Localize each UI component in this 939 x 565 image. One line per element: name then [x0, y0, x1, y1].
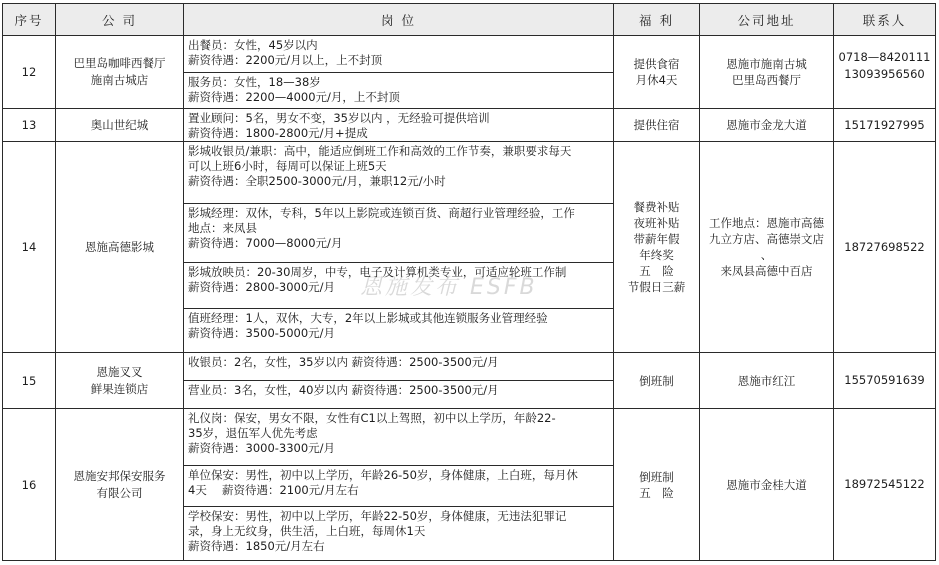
company-name-line: 恩施安邦保安服务	[73, 468, 166, 483]
address-cell	[700, 409, 834, 561]
company-name	[56, 142, 184, 353]
welfare-cell	[614, 109, 700, 142]
position-line: 礼仪岗：保安，男女不限，女性有C1以上驾照，初中以上学历，年龄22-	[188, 411, 556, 425]
position-line: 薪资待遇：3500-5000元/月	[188, 326, 336, 340]
position-line: 置业顾问：5名，男女不变，35岁以内 ，无经验可提供培训	[188, 111, 490, 125]
welfare-line: 五 险	[639, 264, 674, 278]
address-line: 恩施市红江	[737, 373, 796, 388]
position-line: 薪资待遇：2200元/月以上，上不封顶	[188, 53, 383, 67]
address-line: 来凤县高德中百店	[720, 264, 813, 278]
position-line: 薪资待遇：3000-3300元/月	[188, 441, 336, 455]
contact-cell	[834, 353, 936, 409]
position-line: 影城收银员/兼职：高中，能适应倒班工作和高效的工作节奏，兼职要求每天	[188, 144, 572, 158]
address-cell	[700, 142, 834, 353]
row-index: 12	[3, 36, 56, 109]
address-line: 恩施市施南古城	[726, 57, 807, 71]
address-cell	[700, 353, 834, 409]
position-line: 薪资待遇：1800-2800元/月+提成	[188, 126, 368, 140]
contact-line: 15171927995	[844, 117, 925, 132]
company-name-line: 有限公司	[96, 485, 143, 500]
position-line: 地点：来凤县	[188, 221, 257, 235]
position-line: 薪资待遇：2800-3000元/月	[188, 280, 336, 294]
position-entry	[184, 109, 613, 141]
contact-line: 0718—8420111	[838, 50, 931, 64]
position-entry	[184, 72, 613, 108]
position-line: 可以上班6小时，每周可以保证上班5天	[188, 159, 387, 173]
address-line: 九立方店、高德崇文店	[709, 232, 824, 246]
table-row	[3, 109, 936, 142]
position-line: 值班经理：1人，双休，大专，2年以上影城或其他连锁服务业管理经验	[188, 311, 548, 325]
position-entry	[184, 380, 613, 408]
address-line: 恩施市金桂大道	[726, 477, 807, 492]
row-index: 15	[3, 353, 56, 409]
table-row	[3, 353, 936, 409]
position-line: 影城放映员：20-30周岁，中专，电子及计算机类专业，可适应轮班工作制	[188, 265, 567, 279]
position-line: 单位保安：男性，初中以上学历，年龄26-50岁，身体健康，上白班，每月休	[188, 468, 578, 482]
position-line: 薪资待遇：7000—8000元/月	[188, 236, 343, 250]
welfare-line: 年终奖	[639, 248, 674, 262]
position-entry	[184, 262, 613, 308]
header-position: 岗 位	[184, 4, 614, 36]
position-line: 服务员：女性，18—38岁	[188, 75, 321, 89]
positions-cell	[184, 109, 614, 142]
position-line: 薪资待遇：1850元/月左右	[188, 539, 325, 553]
position-line: 影城经理：双休，专科，5年以上影院或连锁百货、商超行业管理经验，工作	[188, 206, 575, 220]
position-line: 4天 薪资待遇：2100元/月左右	[188, 483, 359, 497]
header-welfare: 福 利	[614, 4, 700, 36]
position-entry	[184, 353, 613, 380]
position-line: 营业员：3名，女性，40岁以内 薪资待遇：2500-3500元/月	[188, 383, 499, 397]
company-name	[56, 409, 184, 561]
company-name-line: 施南古城店	[90, 73, 149, 87]
position-line: 收银员：2名，女性，35岁以内 薪资待遇：2500-3500元/月	[188, 355, 499, 369]
position-entry	[184, 506, 613, 560]
position-line: 薪资待遇：全职2500-3000元/月，兼职12元/小时	[188, 174, 446, 188]
positions-cell	[184, 353, 614, 409]
address-cell	[700, 36, 834, 109]
company-name-line: 恩施高德影城	[85, 239, 154, 254]
address-cell	[700, 109, 834, 142]
position-line: 35岁，退伍军人优先考虑	[188, 426, 318, 440]
position-line: 学校保安：男性，初中以上学历，年龄22-50岁，身体健康，无违法犯罪记	[188, 509, 567, 523]
position-entry	[184, 409, 613, 465]
table-header-row	[3, 4, 936, 36]
contact-cell	[834, 109, 936, 142]
position-entry	[184, 142, 613, 203]
header-address: 公司地址	[700, 4, 834, 36]
company-name-line: 恩施叉叉	[96, 364, 143, 379]
row-index: 14	[3, 142, 56, 353]
position-line: 出餐员：女性，45岁以内	[188, 38, 318, 52]
company-name	[56, 36, 184, 109]
header-company: 公 司	[56, 4, 184, 36]
welfare-cell	[614, 409, 700, 561]
position-entry	[184, 36, 613, 72]
row-index: 13	[3, 109, 56, 142]
table-row	[3, 409, 936, 561]
welfare-line: 餐费补贴	[633, 200, 680, 214]
welfare-cell	[614, 353, 700, 409]
address-line: 、	[760, 248, 773, 262]
positions-cell	[184, 36, 614, 109]
company-name-line: 奥山世纪城	[90, 117, 149, 132]
welfare-line: 提供食宿	[633, 57, 680, 71]
welfare-line: 节假日三薪	[627, 280, 686, 294]
contact-cell	[834, 142, 936, 353]
position-line: 薪资待遇：2200—4000元/月，上不封顶	[188, 90, 400, 104]
welfare-line: 夜班补贴	[633, 216, 680, 230]
welfare-line: 提供住宿	[633, 118, 680, 132]
positions-cell	[184, 142, 614, 353]
positions-cell	[184, 409, 614, 561]
welfare-line: 五 险	[639, 485, 674, 500]
watermark-text: 恩施发布 ESFB	[360, 275, 538, 300]
contact-line: 18727698522	[844, 239, 925, 254]
contact-cell	[834, 409, 936, 561]
company-name	[56, 353, 184, 409]
address-line: 工作地点：恩施市高德	[709, 216, 824, 230]
welfare-line: 带薪年假	[633, 232, 680, 246]
welfare-cell	[614, 142, 700, 353]
table-row	[3, 36, 936, 109]
contact-cell	[834, 36, 936, 109]
address-line: 巴里岛西餐厅	[732, 73, 801, 87]
job-listing-table	[2, 3, 936, 561]
header-contact: 联系人	[834, 4, 936, 36]
welfare-line: 倒班制	[639, 469, 674, 484]
address-line: 恩施市金龙大道	[726, 118, 807, 132]
company-name-line: 鲜果连锁店	[90, 381, 149, 396]
position-entry	[184, 203, 613, 262]
welfare-cell	[614, 36, 700, 109]
company-name-line: 巴里岛咖啡西餐厅	[73, 56, 166, 70]
contact-line: 15570591639	[844, 373, 925, 387]
position-line: 录，身上无纹身，供生活，上白班，每周休1天	[188, 524, 426, 538]
header-index: 序号	[3, 4, 56, 36]
company-name	[56, 109, 184, 142]
contact-line: 18972545122	[844, 477, 925, 491]
table-row	[3, 142, 936, 353]
position-entry	[184, 465, 613, 506]
welfare-line: 月休4天	[635, 73, 678, 87]
contact-line: 13093956560	[844, 67, 925, 81]
row-index: 16	[3, 409, 56, 561]
position-entry	[184, 308, 613, 352]
welfare-line: 倒班制	[639, 373, 674, 388]
